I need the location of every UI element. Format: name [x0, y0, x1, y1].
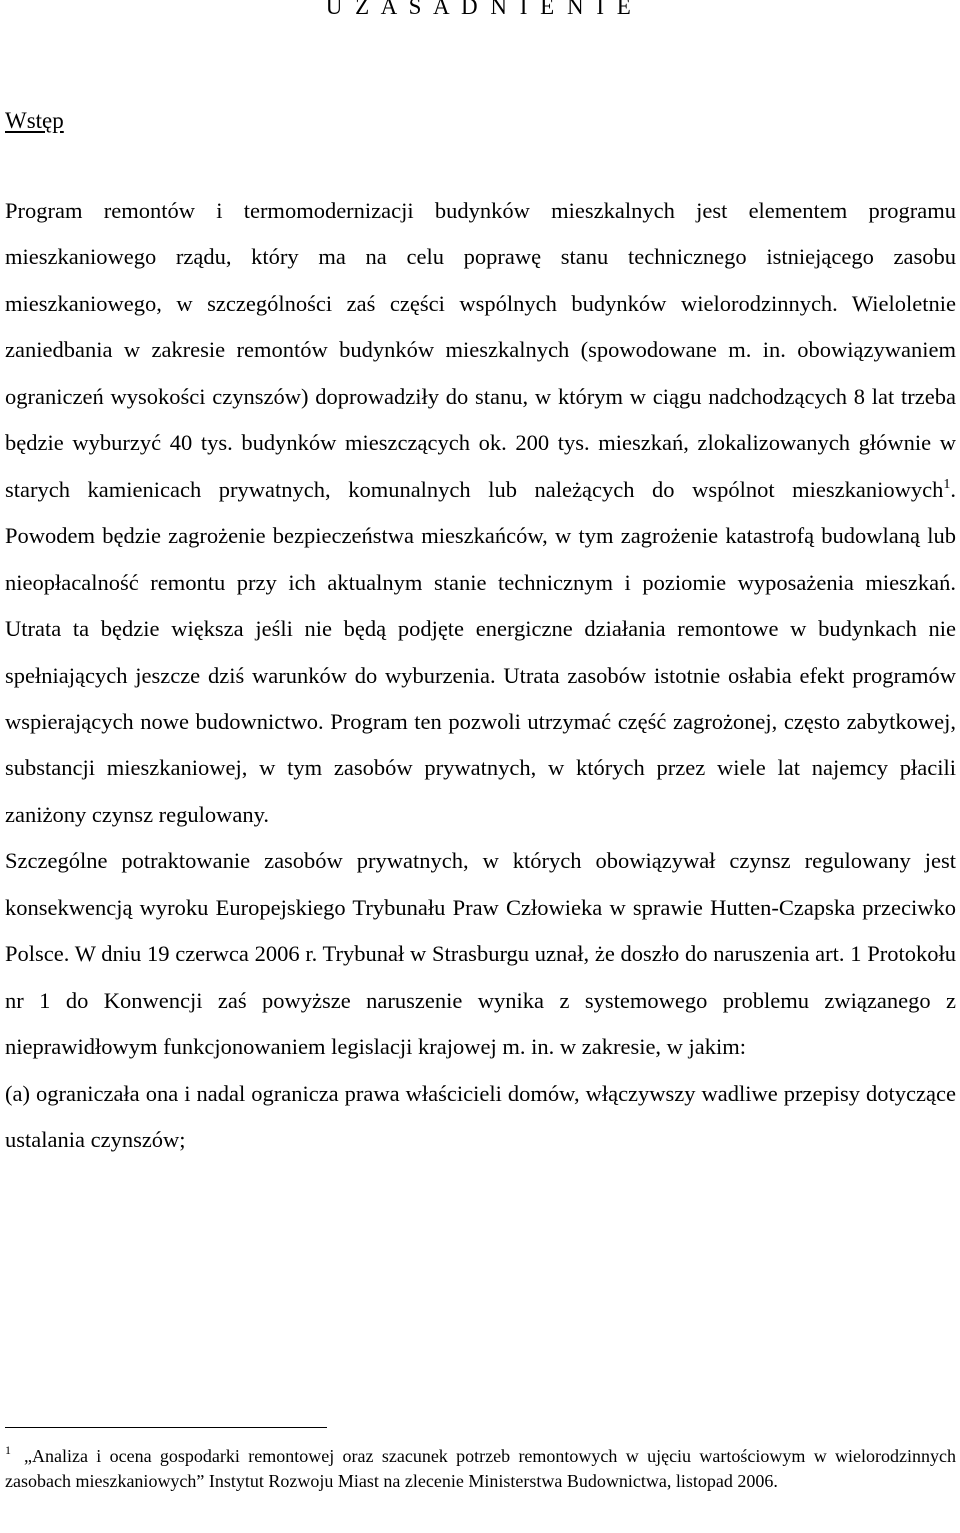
- footnote-marker: 1: [5, 1443, 11, 1457]
- footnote-text: „Analiza i ocena gospodarki remontowej oraz szacunek potrzeb remontowych w ujęciu wartościowym w wielorodzinnych zasobach mieszkaniowych” Instytut Rozwoju Miast na zlecenie Ministerstwa Budownictwa, listopad 2006.: [5, 1446, 956, 1491]
- paragraph-text: . Powodem będzie zagrożenie bezpieczeństwa mieszkańców, w tym zagrożenie katastrofą budowlaną lub nieopłacalność remontu przy ich aktualnym stanie technicznym i poziomie wyposażenia mieszkań. Utrata ta będzie większa jeśli nie będą podjęte energiczne działania remontowe w budynkach nie spełniających jeszcze dziś warunków do wyburzenia. Utrata zasobów istotnie osłabia efekt programów wspierających nowe budownictwo. Program ten pozwoli utrzymać część zagrożonej, często zabytkowej, substancji mieszkaniowej, w tym zasobów prywatnych, w których przez wiele lat najemcy płacili zaniżony czynsz regulowany.: [5, 476, 956, 827]
- paragraph: (a) ograniczała ona i nadal ogranicza prawa właścicieli domów, włączywszy wadliwe przepisy dotyczące ustalania czynszów;: [5, 1080, 956, 1153]
- footnote-reference: 1: [943, 476, 951, 492]
- paragraph: Szczególne potraktowanie zasobów prywatnych, w których obowiązywał czynsz regulowany jest konsekwencją wyroku Europejskiego Trybunału Praw Człowieka w sprawie Hutten-Czapska przeciwko Polsce. W dniu 19 czerwca 2006 r. Trybunał w Strasburgu uznał, że doszło do naruszenia art. 1 Protokołu nr 1 do Konwencji zaś powyższe naruszenie wynika z systemowego problemu związanego z nieprawidłowym funkcjonowaniem legislacji krajowej m. in. w zakresie, w jakim:: [5, 848, 956, 1060]
- paragraph-text: Program remontów i termomodernizacji budynków mieszkalnych jest elementem programu mieszkaniowego rządu, który ma na celu poprawę stanu technicznego istniejącego zasobu mieszkaniowego, w szczególności zaś części wspólnych budynków wielorodzinnych. Wieloletnie zaniedbania w zakresie remontów budynków mieszkalnych (spowodowane m. in. obowiązywaniem ograniczeń wysokości czynszów) doprowadziły do stanu, w którym w ciągu nadchodzących 8 lat trzeba będzie wyburzyć 40 tys. budynków mieszczących ok. 200 tys. mieszkań, zlokalizowanych głównie w starych kamienicach prywatnych, komunalnych lub należących do wspólnot mieszkaniowych: [5, 198, 956, 502]
- document-body: [5, 188, 956, 1164]
- footnote-separator: [5, 1427, 327, 1428]
- paragraph: [5, 188, 956, 838]
- document-title: U Z A S A D N I E N I E: [325, 0, 635, 19]
- section-heading: Wstęp: [5, 108, 64, 133]
- footnote: [5, 1444, 956, 1494]
- footnote-paragraph: [5, 1444, 956, 1494]
